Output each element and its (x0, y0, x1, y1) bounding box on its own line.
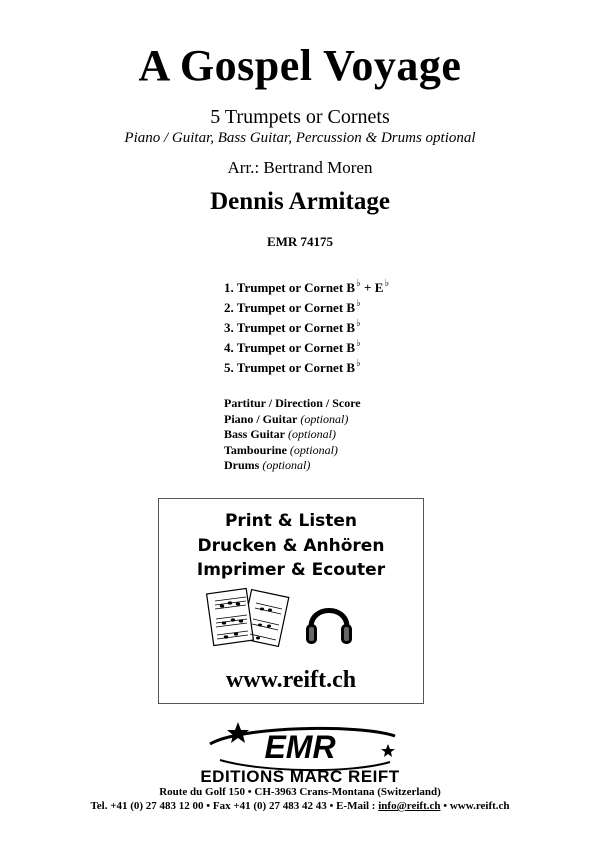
extra-item: Piano / Guitar (optional) (224, 411, 349, 426)
arranger: Arr.: Bertrand Moren (227, 158, 373, 177)
extras-list (224, 396, 361, 474)
parts-list (224, 278, 389, 378)
subtitle: 5 Trumpets or Cornets (210, 106, 390, 128)
emr-logo-text: EMR (264, 729, 336, 765)
extra-item: Drums (optional) (224, 458, 311, 472)
publisher-address: Route du Golf 150 • CH-3963 Crans-Montana (Switzerland) (159, 786, 441, 798)
email-link[interactable]: info@reift.ch (378, 800, 441, 812)
part-item: 4. Trumpet or Cornet B♭ (224, 338, 361, 355)
catalog-number: EMR 74175 (266, 234, 334, 249)
instrumentation-note: Piano / Guitar, Bass Guitar, Percussion & Drums optional (124, 130, 476, 146)
promo-line-drucken: Drucken & Anhören (197, 536, 385, 556)
part-item: 2. Trumpet or Cornet B♭ (224, 298, 361, 315)
extra-item: Partitur / Direction / Score (224, 396, 361, 410)
promo-line-print-listen: Print & Listen (224, 511, 358, 531)
page-title: A Gospel Voyage (138, 41, 462, 90)
headphones-icon (303, 595, 355, 649)
sheet-music-icon (206, 587, 292, 649)
extra-item: Bass Guitar (optional) (224, 427, 337, 441)
extra-item: Tambourine (optional) (224, 442, 338, 457)
print-listen-box (158, 498, 424, 704)
emr-logo (150, 716, 450, 788)
publisher-name: EDITIONS MARC REIFT (200, 767, 400, 786)
part-item: 1. Trumpet or Cornet B♭ + E♭ (224, 278, 390, 295)
part-item: 3. Trumpet or Cornet B♭ (224, 318, 361, 335)
composer: Dennis Armitage (210, 188, 390, 215)
promo-url[interactable]: www.reift.ch (225, 667, 357, 693)
publisher-contact: Tel. +41 (0) 27 483 12 00 • Fax +41 (0) 27 483 42 43 • E-Mail : info@reift.ch • www.reift.ch (90, 800, 510, 812)
promo-line-imprimer: Imprimer & Ecouter (196, 560, 386, 580)
part-item: 5. Trumpet or Cornet B♭ (224, 358, 361, 375)
